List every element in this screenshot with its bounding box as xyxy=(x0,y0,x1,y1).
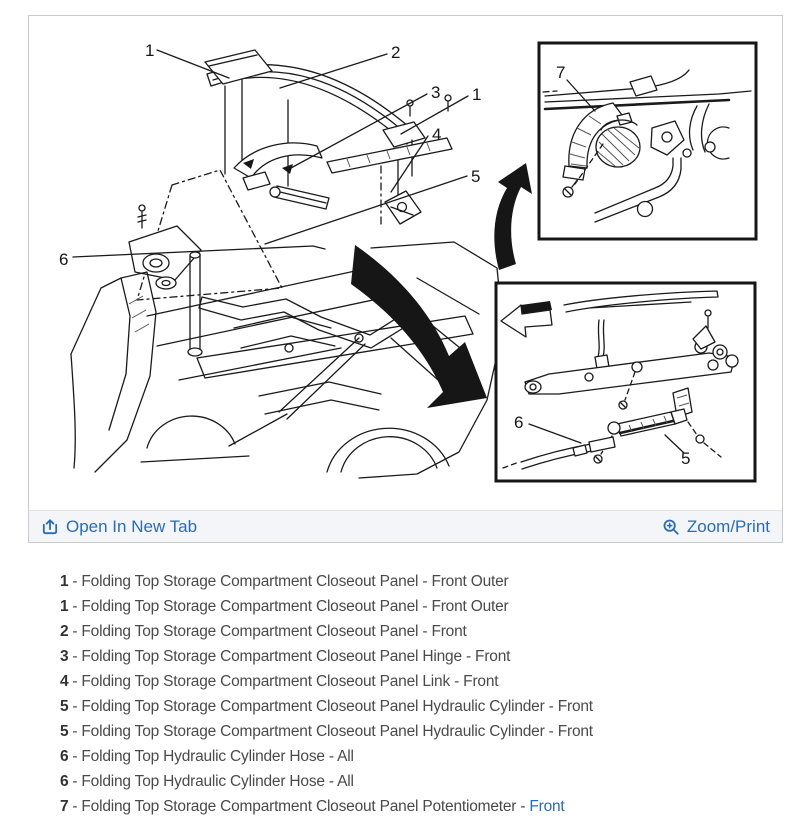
part-separator: - xyxy=(72,748,78,765)
part-description: Folding Top Storage Compartment Closeout Panel - Front Outer xyxy=(81,598,509,615)
parts-list-row xyxy=(60,644,593,669)
parts-list-row xyxy=(60,719,593,744)
callout-6: 6 xyxy=(59,250,69,269)
part-number: 1 xyxy=(60,598,69,615)
open-in-new-tab-link[interactable] xyxy=(41,517,197,537)
callout-6-inset: 6 xyxy=(514,413,524,432)
part-description: Folding Top Storage Compartment Closeout Panel - Front Outer xyxy=(81,573,509,590)
exploded-parts-diagram xyxy=(29,16,782,510)
callout-2: 2 xyxy=(391,43,401,62)
parts-list-row xyxy=(60,769,593,794)
parts-list-row xyxy=(60,794,593,819)
parts-list-row xyxy=(60,744,593,769)
part-number: 2 xyxy=(60,623,69,640)
part-number: 4 xyxy=(60,673,69,690)
inset-bottom-cylinder xyxy=(496,283,755,481)
zoom-print-label: Zoom/Print xyxy=(686,516,770,536)
callout-1: 1 xyxy=(145,41,155,60)
zoom-print-link[interactable] xyxy=(662,517,770,537)
curved-arrow-to-top-inset-icon xyxy=(494,163,532,270)
part-number: 5 xyxy=(60,723,69,740)
part-front-link[interactable]: Front xyxy=(529,798,565,815)
callout-5: 5 xyxy=(471,167,481,186)
parts-list-row xyxy=(60,669,593,694)
part-number: 6 xyxy=(60,773,69,790)
parts-list-row xyxy=(60,569,593,594)
parts-list-row xyxy=(60,694,593,719)
callout-5-inset: 5 xyxy=(681,449,691,468)
open-in-new-tab-icon xyxy=(41,518,59,536)
part-description: Folding Top Storage Compartment Closeout Panel Hydraulic Cylinder - Front xyxy=(81,698,593,715)
part-number: 5 xyxy=(60,698,69,715)
part-description: Folding Top Storage Compartment Closeout Panel Hydraulic Cylinder - Front xyxy=(81,723,593,740)
part-description: Folding Top Hydraulic Cylinder Hose - All xyxy=(81,748,354,765)
part-separator: - xyxy=(72,723,78,740)
part-separator: - xyxy=(72,623,78,640)
zoom-magnifier-icon xyxy=(662,518,680,536)
diagram-viewer xyxy=(28,15,783,543)
part-separator: - xyxy=(72,773,78,790)
part-separator: - xyxy=(72,648,78,665)
callout-7-inset: 7 xyxy=(556,63,566,82)
curved-arrow-to-bottom-inset-icon xyxy=(351,245,487,408)
viewer-toolbar xyxy=(29,510,782,542)
part-description: Folding Top Storage Compartment Closeout Panel Hinge - Front xyxy=(81,648,511,665)
part-description: Folding Top Hydraulic Cylinder Hose - All xyxy=(81,773,354,790)
part-separator: - xyxy=(72,573,78,590)
open-in-new-tab-label: Open In New Tab xyxy=(66,516,198,536)
parts-list xyxy=(30,569,593,819)
part-description: Folding Top Storage Compartment Closeout Panel Potentiometer - xyxy=(81,798,526,815)
main-exploded-view xyxy=(71,50,503,478)
part-description: Folding Top Storage Compartment Closeout Panel - Front xyxy=(81,623,467,640)
diagram-area xyxy=(29,16,782,510)
parts-list-row xyxy=(60,619,593,644)
part-number: 1 xyxy=(60,573,69,590)
part-separator: - xyxy=(72,673,78,690)
part-separator: - xyxy=(72,598,78,615)
part-description: Folding Top Storage Compartment Closeout Panel Link - Front xyxy=(81,673,499,690)
inset-top-potentiometer xyxy=(539,43,756,239)
part-number: 6 xyxy=(60,748,69,765)
callout-4: 4 xyxy=(432,125,442,144)
part-separator: - xyxy=(72,698,78,715)
callout-1b: 1 xyxy=(472,85,482,104)
callout-3: 3 xyxy=(431,83,441,102)
part-number: 3 xyxy=(60,648,69,665)
part-separator: - xyxy=(72,798,78,815)
part-number: 7 xyxy=(60,798,69,815)
parts-list-row xyxy=(60,594,593,619)
